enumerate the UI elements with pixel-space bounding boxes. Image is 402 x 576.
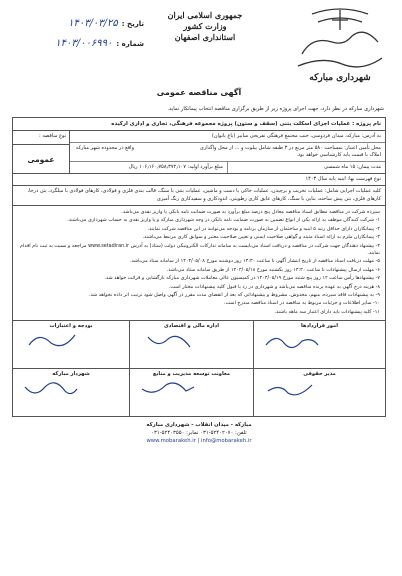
signature-cell [13,321,129,369]
signature-scribble [21,331,81,351]
letter-number-value: ۱۴۰۳/۰۰۶۹۹۰ [55,38,113,49]
letter-date-label: تاریخ : [121,20,144,28]
signature-cell [130,369,253,416]
government-line-2: وزارت کشور [183,21,227,31]
term-item: ۷- پیشنهادها رأس ساعت ۱۲ روز پنج شنبه مورخ ۱۴۰۳/۰۵/۱۹ در کمیسیون عالی معاملات شهرداری مبارکه بازگشایی و قرائت خواهد شد. [104,275,380,282]
term-item: ۸- هزینه درج آگهی به عهده برنده مناقصه می‌باشد و شهرداری در رد یا قبول کلیه پیشنهادات مختار است. [168,283,380,290]
project-row [13,118,385,131]
signature-title: معاونت توسعه مدیریت و منابع [152,371,231,378]
term-item: سپرده شرکت در مناقصه مطابق اسناد مناقصه معادل پنج درصد مبلغ برآورد به صورت ضمانت نامه بانکی یا واریز نقدی می‌باشد. [121,208,380,215]
letter-date-value: ۱۴۰۳/۰۳/۲۵ [68,18,118,29]
government-line-3: استانداری اصفهان [174,32,236,42]
government-heading [150,10,260,42]
term-item: ۱۱- کلیه پیشنهادات باید دارای اعتبار سه ماهه باشند. [274,308,380,315]
signature-title: اداره مالی و اقتصادی [163,323,220,330]
signature-title: مدیر حقوقی [303,371,336,378]
term-item: ۲- پیمانکاران دارای حداقل رتبه ۵ ابنیه و ساختمان از سازمان برنامه و بودجه می‌توانند در این مناقصه شرکت نمایند. [147,225,380,232]
term-item: ۱۰- سایر اطلاعات و جزئیات مربوط به مناقصه در اسناد مناقصه مندرج است. [224,300,380,307]
letter-footer [10,421,388,445]
term-item: ۹- به پیشنهادات فاقد سپرده، مبهم، مخدوش، مشروط و پیشنهاداتی که بعد از انقضای مدت مقرر در آگهی واصل شود ترتیب اثر داده نخواهد شد. [88,291,380,298]
project-description-row [70,143,385,162]
municipality-logo-icon [292,6,388,84]
footer-phone: تلفن: ۵۲۴۰۲۰۷۰-۰۳۱ نمابر: ۵۲۴۰۳۵۵۰-۰۳۱ [151,430,247,437]
tender-terms [13,206,385,320]
tender-type-label: نوع مناقصه : [13,131,69,145]
letter-number-label: شماره : [116,40,144,48]
signature-scribble [262,331,322,351]
signature-cell [130,321,253,369]
letter-meta [14,14,144,54]
letter-number-row [14,34,144,54]
letterhead [10,6,388,86]
signature-column-middle [129,321,253,416]
tender-type-box [13,131,69,173]
project-details [69,131,385,173]
project-duration-amount-row [70,162,385,173]
project-address: به آدرس: مبارکه، میدان فردوسی، جنب مجتمع فرهنگی تفریحی سانیز (باغ بانوان) [70,131,385,143]
signature-title: بودجه و اعتبارات [49,323,93,330]
tender-type-value: عمومی [27,154,55,164]
project-duration: مدت پیمان: ۱۵ ماه شمسی [227,162,385,173]
scope-of-work: کلیه عملیات اجرایی شامل: عملیات تخریب و برچیدن، عملیات خاکی با دست و ماشین، عملیات بتنی با سنگ، قالب بندی فلزی و فولادی، کارهای فولادی با میلگرد، بتن درجا، کارهای فلزی، بتن پیش ساخته، بنایی با سنگ، کارهای عایق کاری رطوبتی، اندودکاری و سفیدکاری رنگ آمیزی [13,186,385,206]
signature-title: امور قراردادها [300,323,339,330]
footer-address: مبارکه - میدان انقلاب - شهرداری مبارکه [146,422,252,429]
project-budget-note: املاک با قیمت پایه کارشناسی خواهد بود. [296,152,381,158]
signature-title: شهردار مبارکه [52,371,90,378]
signature-scribble [262,379,322,399]
tender-frame [12,117,386,417]
signature-cell [254,321,385,369]
signature-scribble [21,379,81,399]
signature-grid [13,320,385,416]
signature-scribble [138,331,198,351]
project-estimate: مبلغ برآورد اولیه: ۱۰۶٫۱۶۰٫۷۵۸٫۳۷۲٫۱۰۷ ریال [128,164,223,170]
signature-scribble [138,379,198,399]
project-description: محل تأمین اعتبار: بمساحت ۵۸۰ متر مربع در ۳ طبقه شامل پیلوت و ... از محل واگذاری [199,145,381,151]
term-item: ۳- پیمانکاران ملزم به ارائه اسناد مثبته و گواهی صلاحیت ایمنی و تعیین صلاحیت معتبر و سوابق کاری مرتبط می‌باشند. [142,234,380,241]
letter-date-row [14,14,144,34]
price-list: نوع فهرست بها: ابنیه پایه سال ۱۴۰۳ [13,174,385,186]
footer-web: www.mobarakeh.ir | info@mobarakeh.ir [146,438,252,445]
project-location: واقع در محدوده شهر مبارکه [75,145,134,151]
notice-title: آگهی مناقصه عمومی [156,88,242,97]
project-info [13,131,385,174]
term-item: ۶- مهلت ارسال پیشنهادات تا ساعت ۱۴:۳۰ روز یکشنبه مورخ ۱۴۰۳/۰۵/۱۸ از طریق سامانه ستاد می‌باشد. [166,266,380,273]
term-item: ۵- مهلت دریافت اسناد مناقصه از تاریخ انتشار آگهی تا ساعت ۱۴:۳۰ روز دوشنبه مورخ ۱۴۰۳/۰۵/۰۸ از سامانه ستاد می‌باشد. [129,258,380,265]
term-item: ۴- پیشنهاد دهندگان جهت شرکت در مناقصه و دریافت اسناد می‌بایست به سامانه تدارکات الکترونیکی دولت (ستاد) به آدرس www.setadiran.ir مراجعه و نسبت به ثبت نام اقدام نمایند. [20,242,380,256]
signature-column-right [253,321,385,416]
term-item: ۱- شرکت کنندگان موظف به ارائه یکی از انواع تضمین به صورت ضمانت نامه بانکی در وجه شهرداری مبارکه و یا واریز نقدی به حساب شهرداری می‌باشند. [67,217,380,224]
signature-cell [254,369,385,416]
government-line-1: جمهوری اسلامی ایران [167,10,243,20]
notice-intro: شهرداری مبارکه در نظر دارد، جهت اجرای پروژه زیر از طریق برگزاری مناقصه انتخاب پیمانکار نماید. [167,106,384,112]
municipality-logo-text: شهرداری مبارکه [309,73,371,83]
project-name: نام پروژه : عملیات اجرای اسکلت بتنی (سقف و ستون) پروژه مجموعه فرهنگی، تجاری و اداری ارکیده [111,121,381,127]
signature-cell [13,369,129,416]
signature-column-left [13,321,129,416]
